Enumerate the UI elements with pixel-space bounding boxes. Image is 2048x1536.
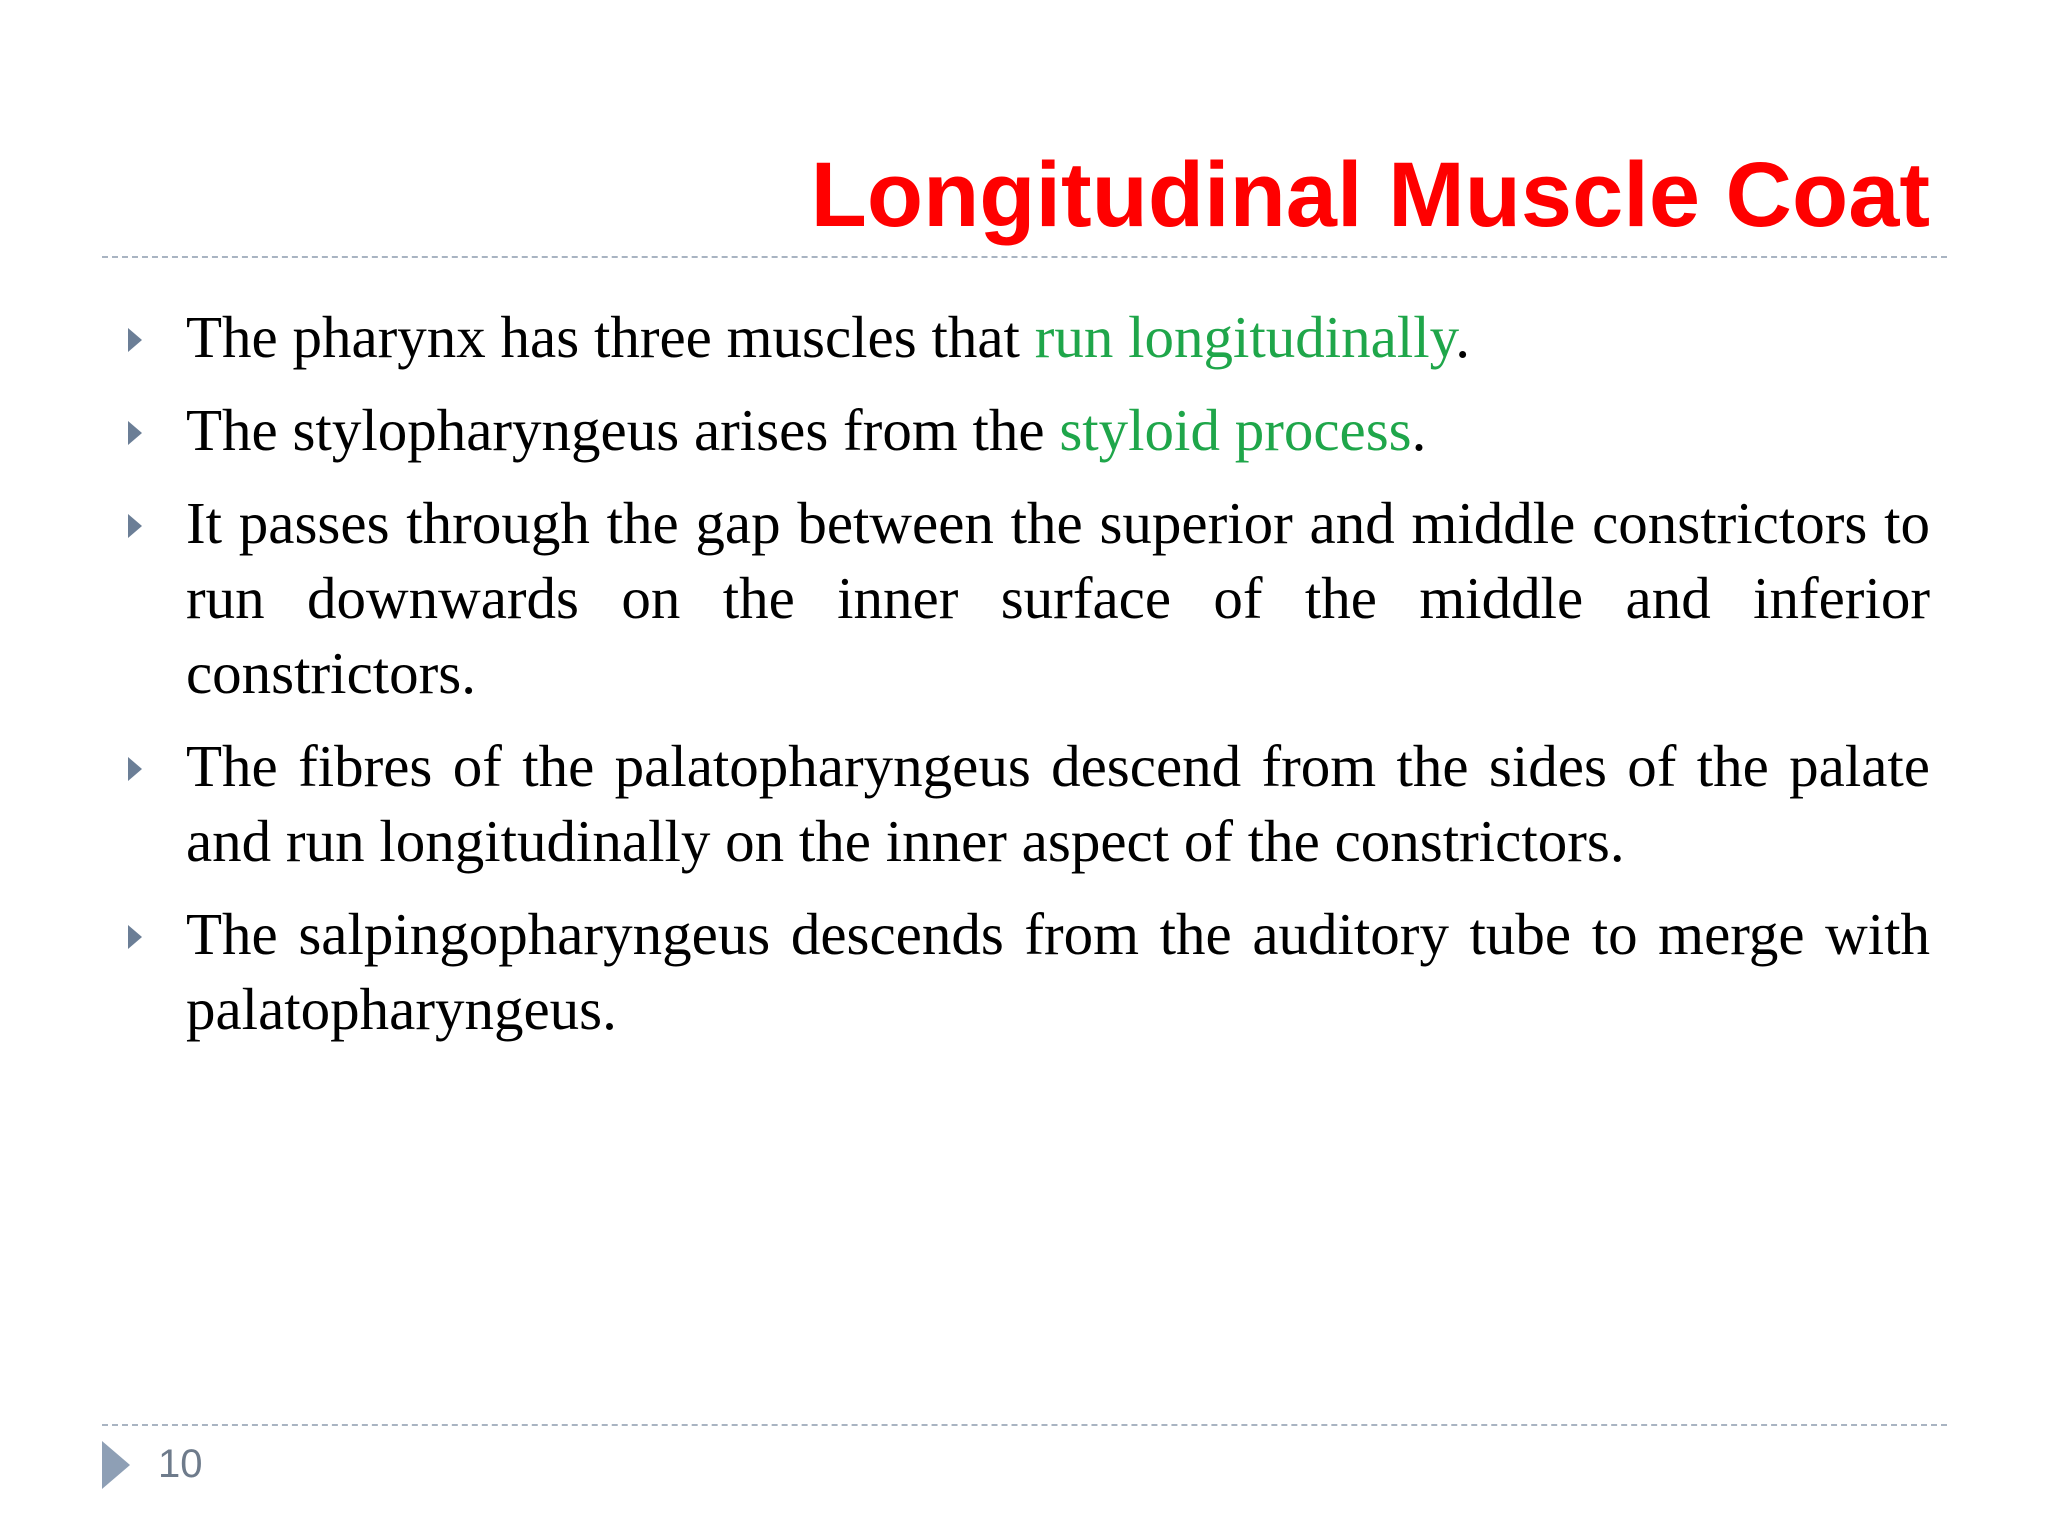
triangle-bullet-icon [128,514,142,538]
slide-title: Longitudinal Muscle Coat [810,144,1930,246]
bullet-text-end: . [1411,397,1427,463]
highlighted-term: styloid process [1059,397,1412,463]
bullet-item [120,486,1930,711]
bullet-text: It passes through the gap between the superior and middle constrictors to run downwards on the inner surface of the middle and inferior constrictors. [186,490,1930,706]
bullet-text: The stylopharyngeus arises from the [186,397,1060,463]
bullet-text-end: . [1455,304,1471,370]
bullet-item [120,897,1930,1047]
title-divider [102,256,1947,258]
triangle-bullet-icon [128,421,142,445]
triangle-bullet-icon [128,757,142,781]
bullet-text: The pharynx has three muscles that [186,304,1035,370]
footer-divider [102,1424,1947,1426]
footer-triangle-icon [102,1441,130,1489]
bullet-item [120,393,1930,468]
page-number: 10 [158,1442,203,1486]
bullet-item [120,300,1930,375]
triangle-bullet-icon [128,328,142,352]
bullet-text: The fibres of the palatopharyngeus descend from the sides of the palate and run longitudinally on the inner aspect of the constrictors. [186,733,1930,874]
bullet-list [120,300,1930,1065]
triangle-bullet-icon [128,925,142,949]
bullet-text: The salpingopharyngeus descends from the auditory tube to merge with palatopharyngeus. [186,901,1930,1042]
bullet-item [120,729,1930,879]
highlighted-term: run longitudinally [1034,304,1456,370]
